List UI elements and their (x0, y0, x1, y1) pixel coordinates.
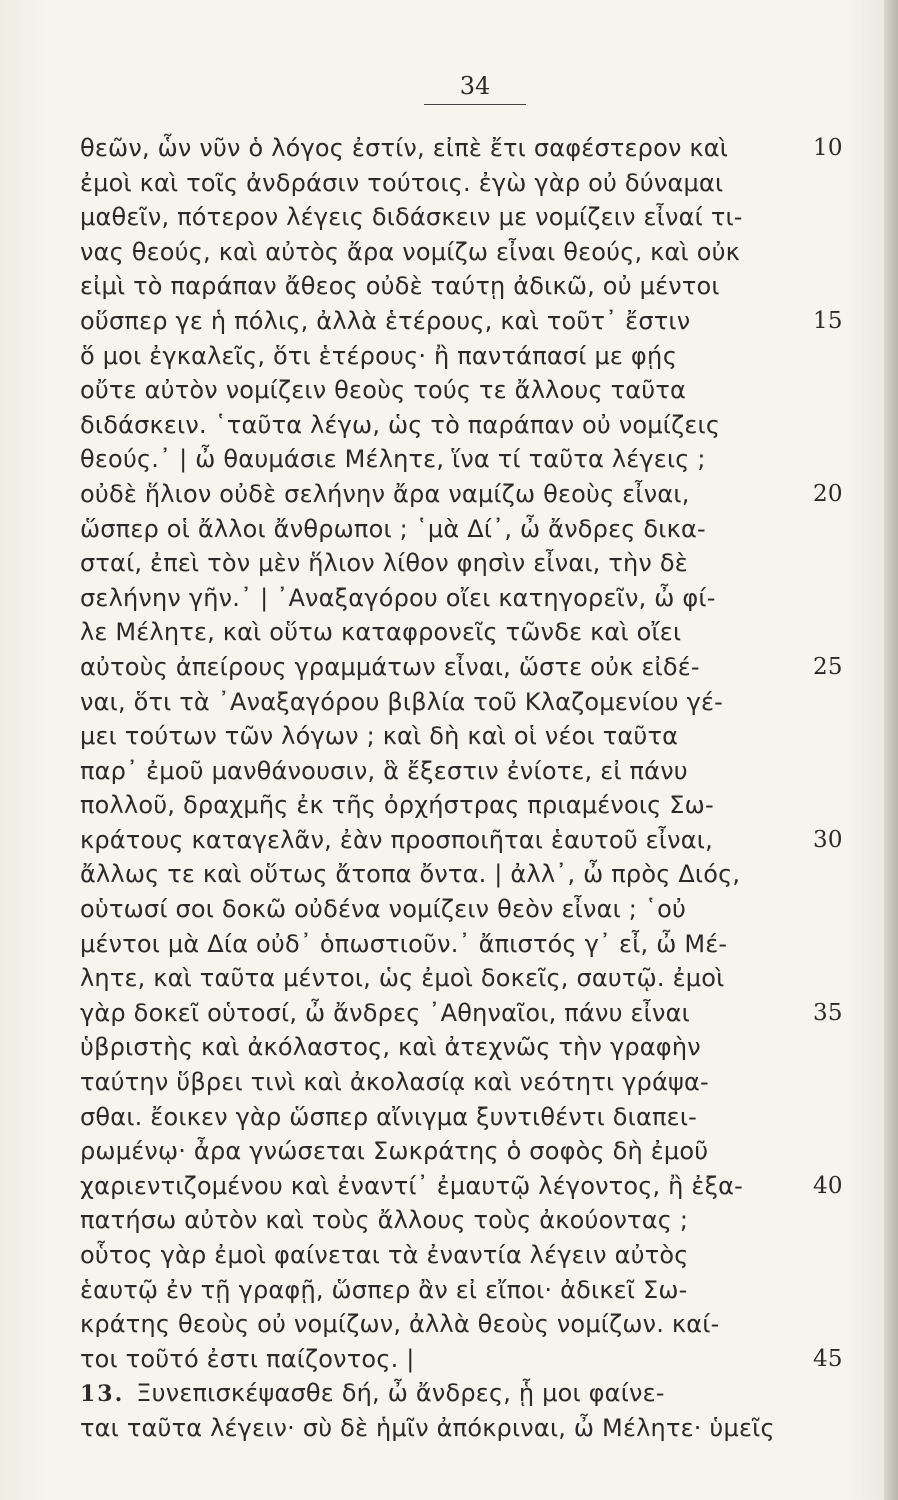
line-text (80, 927, 727, 962)
line-text (80, 788, 714, 823)
text-line (80, 1238, 850, 1273)
line-text (80, 615, 681, 650)
line-content: αὐτοὺς ἀπείρους γραμμάτων εἶναι, ὥστε οὐκ εἰδέ- (80, 652, 700, 681)
line-number: 45 (813, 1345, 843, 1372)
text-line (80, 857, 850, 892)
line-text (80, 235, 740, 270)
text-line (80, 788, 850, 823)
line-content: ἄλλως τε καὶ οὕτως ἄτοπα ὄντα. | ἀλλ᾽, ὦ πρὸς Διός, (80, 860, 741, 889)
line-content: νας θεούς, καὶ αὐτὸς ἄρα νομίζω εἶναι θεούς, καὶ οὐκ (80, 237, 741, 266)
line-content: τοι τοῦτό ἐστι παίζοντος. | (80, 1344, 415, 1373)
line-content: κράτους καταγελᾶν, ἐὰν προσποιῆται ἑαυτοῦ εἶναι, (80, 825, 713, 854)
line-text (80, 892, 686, 927)
line-text (80, 339, 677, 374)
line-content: γὰρ δοκεῖ οὑτοσί, ὦ ἄνδρες ᾽Αθηναῖοι, πάνυ εἶναι (80, 998, 690, 1027)
line-text (80, 546, 688, 581)
line-text (80, 1376, 665, 1412)
line-content: χαριεντιζομένου καὶ ἐναντί᾽ ἐμαυτῷ λέγοντος, ἢ ἐξα- (80, 1171, 744, 1200)
line-text (80, 269, 720, 304)
line-content: Ξυνεπισκέψασθε δή, ὦ ἄνδρες, ᾗ μοι φαίνε- (136, 1379, 665, 1408)
text-line (80, 304, 850, 339)
line-content: μαθεῖν, πότερον λέγεις διδάσκειν με νομίζειν εἶναί τι- (80, 203, 743, 232)
line-text (80, 1100, 697, 1135)
line-content: ὅ μοι ἐγκαλεῖς, ὅτι ἑτέρους· ἢ παντάπασί με φῄς (80, 341, 678, 370)
line-content: οὔτε αὐτὸν νομίζειν θεοὺς τούς τε ἄλλους ταῦτα (80, 376, 687, 405)
line-number: 30 (813, 826, 843, 853)
line-content: οὑτωσί σοι δοκῶ οὐδένα νομίζειν θεὸν εἶναι ; ῾οὐ (80, 895, 687, 924)
text-line (80, 685, 850, 720)
section-number: 13. (80, 1381, 125, 1408)
line-text (80, 477, 690, 512)
text-line (80, 615, 850, 650)
text-line (80, 1134, 850, 1169)
text-line (80, 166, 850, 201)
text-line (80, 512, 850, 547)
text-line (80, 1307, 850, 1342)
line-content: ναι, ὅτι τὰ ᾽Αναξαγόρου βιβλία τοῦ Κλαζομενίου γέ- (80, 687, 724, 716)
text-line (80, 235, 850, 270)
line-text (80, 1238, 689, 1273)
line-text (80, 166, 723, 201)
line-content: θεούς.᾽ | ὦ θαυμάσιε Μέλητε, ἵνα τί ταῦτα λέγεις ; (80, 445, 706, 474)
line-text (80, 1169, 743, 1204)
text-line (80, 1376, 850, 1411)
line-text (80, 581, 716, 616)
line-text (80, 996, 690, 1031)
line-content: ται ταῦτα λέγειν· σὺ δὲ ἡμῖν ἀπόκριναι, ὦ Μέλητε· ὑμεῖς (80, 1413, 775, 1442)
line-text (80, 1065, 709, 1100)
text-line (80, 754, 850, 789)
text-line (80, 1342, 850, 1377)
line-content: εἰμὶ τὸ παράπαν ἄθεος οὐδὲ ταύτῃ ἀδικῶ, οὐ μέντοι (80, 272, 720, 301)
line-text (80, 408, 720, 443)
line-text (80, 754, 688, 789)
text-line (80, 269, 850, 304)
line-content: οὗτος γὰρ ἐμοὶ φαίνεται τὰ ἐναντία λέγειν αὐτὸς (80, 1241, 689, 1269)
line-text (80, 1203, 688, 1238)
line-content: ὑβριστὴς καὶ ἀκόλαστος, καὶ ἀτεχνῶς τὴν γραφὴν (80, 1033, 701, 1062)
line-number: 10 (813, 135, 843, 161)
line-number: 25 (813, 653, 843, 680)
line-content: σελήνην γῆν.᾽ | ᾽Αναξαγόρου οἴει κατηγορεῖν, ὦ φί- (80, 583, 716, 612)
line-content: ἐμοὶ καὶ τοῖς ἀνδράσιν τούτοις. ἐγὼ γὰρ οὐ δύναμαι (80, 168, 724, 197)
line-text (80, 857, 740, 892)
text-line (80, 1411, 850, 1446)
text-line (80, 131, 850, 166)
line-number: 15 (813, 307, 843, 334)
line-content: ὥσπερ οἱ ἄλλοι ἄνθρωποι ; ῾μὰ Δί᾽, ὦ ἄνδρες δικα- (80, 514, 706, 543)
line-text (80, 685, 723, 720)
text-line (80, 650, 850, 685)
text-line (80, 1169, 850, 1204)
line-content: λητε, καὶ ταῦτα μέντοι, ὡς ἐμοὶ δοκεῖς, σαυτῷ. ἐμοὶ (80, 964, 725, 993)
line-content: παρ᾽ ἐμοῦ μανθάνουσιν, ἃ ἔξεστιν ἐνίοτε, εἰ πάνυ (80, 756, 688, 785)
text-line (80, 339, 850, 374)
line-text (80, 650, 700, 685)
text-line (80, 719, 850, 754)
header-rule (424, 104, 526, 105)
line-text (80, 1307, 719, 1342)
line-number: 20 (813, 480, 843, 507)
page-edge-shadow (884, 0, 898, 1500)
line-content: ταύτην ὕβρει τινὶ καὶ ἀκολασίᾳ καὶ νεότητι γράψα- (80, 1068, 709, 1097)
text-line (80, 408, 850, 443)
line-text (80, 1134, 708, 1169)
line-content: μει τούτων τῶν λόγων ; καὶ δὴ καὶ οἱ νέοι ταῦτα (80, 722, 679, 751)
line-number: 40 (813, 1172, 843, 1199)
line-content: πατήσω αὐτὸν καὶ τοὺς ἄλλους τοὺς ἀκούοντας ; (80, 1206, 689, 1235)
line-content: θεῶν, ὧν νῦν ὁ λόγος ἐστίν, εἰπὲ ἔτι σαφέστερον καὶ (80, 134, 729, 162)
line-content: ἑαυτῷ ἐν τῇ γραφῇ, ὥσπερ ἂν εἰ εἴποι· ἀδικεῖ Σω- (80, 1275, 688, 1304)
line-text (80, 304, 690, 339)
text-line (80, 1100, 850, 1135)
text-line (80, 1030, 850, 1065)
line-text (80, 442, 706, 477)
line-text (80, 1030, 701, 1065)
line-content: ρωμένῳ· ἆρα γνώσεται Σωκράτης ὁ σοφὸς δὴ ἐμοῦ (80, 1137, 709, 1166)
text-block (80, 131, 850, 1446)
text-line (80, 996, 850, 1031)
text-line (80, 1203, 850, 1238)
line-content: σταί, ἐπεὶ τὸν μὲν ἥλιον λίθον φησὶν εἶναι, τὴν δὲ (80, 549, 688, 578)
line-text (80, 1411, 775, 1446)
text-line (80, 892, 850, 927)
text-line (80, 442, 850, 477)
line-content: μέντοι μὰ Δία οὐδ᾽ ὁπωστιοῦν.᾽ ἄπιστός γ᾽ εἶ, ὦ Μέ- (80, 929, 728, 958)
text-line (80, 927, 850, 962)
line-text (80, 719, 678, 754)
line-content: λε Μέλητε, καὶ οὕτω καταφρονεῖς τῶνδε καὶ οἴει (80, 618, 682, 647)
page-number: 34 (459, 72, 491, 100)
text-line (80, 961, 850, 996)
line-content: οὕσπερ γε ἡ πόλις, ἀλλὰ ἑτέρους, καὶ τοῦτ᾽ ἔστιν (80, 306, 691, 335)
line-text (80, 512, 706, 547)
line-number: 35 (813, 999, 843, 1026)
line-content: πολλοῦ, δραχμῆς ἐκ τῆς ὀρχήστρας πριαμένοις Σω- (80, 791, 714, 820)
text-line (80, 581, 850, 616)
line-content: κράτης θεοὺς οὐ νομίζων, ἀλλὰ θεοὺς νομίζων. καί- (80, 1310, 720, 1339)
line-content: διδάσκειν. ῾ταῦτα λέγω, ὡς τὸ παράπαν οὐ νομίζεις (80, 410, 721, 439)
text-line (80, 477, 850, 512)
line-text (80, 373, 686, 408)
line-content: οὐδὲ ἥλιον οὐδὲ σελήνην ἄρα ναμίζω θεοὺς εἶναι, (80, 479, 690, 508)
line-text (80, 961, 724, 996)
text-line (80, 546, 850, 581)
text-line (80, 1065, 850, 1100)
line-text (80, 1273, 688, 1308)
text-line (80, 200, 850, 235)
line-text (80, 131, 728, 166)
line-content: σθαι. ἔοικεν γὰρ ὥσπερ αἴνιγμα ξυντιθέντι διαπει- (80, 1102, 698, 1131)
text-line (80, 823, 850, 858)
text-line (80, 373, 850, 408)
text-line (80, 1273, 850, 1308)
line-text (80, 823, 713, 858)
line-text (80, 1342, 415, 1377)
line-text (80, 200, 743, 235)
